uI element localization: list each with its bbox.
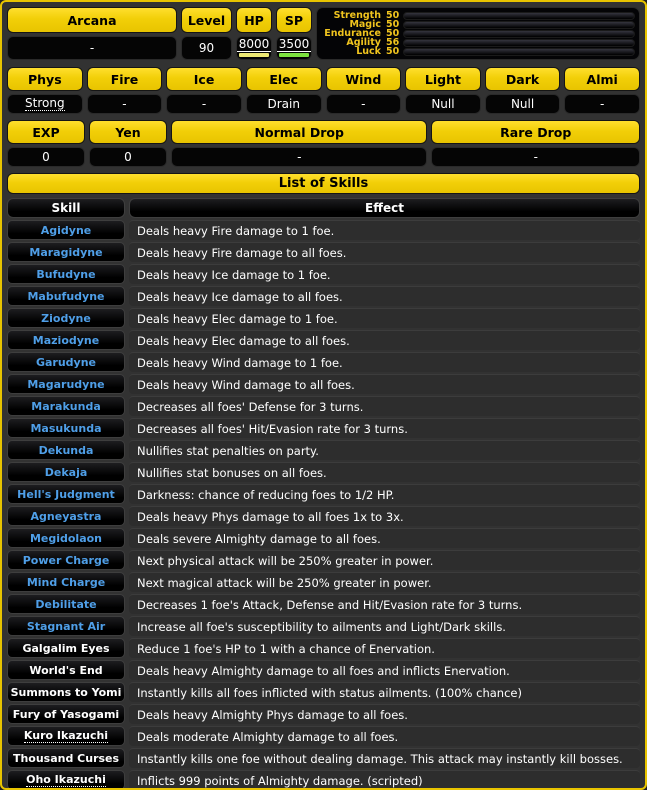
resistance-header: Ice [166, 67, 242, 91]
skill-effect: Deals heavy Ice damage to 1 foe. [129, 264, 640, 284]
skills-section-title: List of Skills [7, 173, 640, 194]
skill-effect: Deals heavy Almighty Phys damage to all foes. [129, 704, 640, 724]
skill-name-cell [7, 506, 125, 526]
skill-name-cell [7, 308, 125, 328]
identity-section [7, 7, 640, 60]
skill-row [7, 638, 640, 658]
skill-name[interactable]: Ziodyne [41, 311, 91, 325]
skill-name[interactable]: Magarudyne [27, 377, 105, 391]
resistance-column [246, 67, 322, 114]
resistance-value: - [122, 97, 127, 111]
skill-effect: Deals heavy Phys damage to all foes 1x to 3x. [129, 506, 640, 526]
stat-value: 56 [386, 37, 400, 48]
skill-table [7, 198, 640, 790]
yen-header: Yen [89, 120, 167, 144]
effect-column-header: Effect [129, 198, 640, 218]
stat-value: 50 [386, 19, 400, 30]
skill-row [7, 660, 640, 680]
skill-name-cell [7, 616, 125, 636]
resistance-header: Dark [485, 67, 561, 91]
skill-name[interactable]: Marakunda [31, 399, 101, 413]
stat-label: Magic [349, 19, 381, 30]
skill-table-header [7, 198, 640, 218]
resistance-column [166, 67, 242, 114]
skill-column-header: Skill [7, 198, 125, 218]
skill-name: Summons to Yomi [10, 685, 122, 699]
resistance-value: - [600, 97, 605, 111]
skill-name-cell [7, 704, 125, 724]
skill-name-cell [7, 572, 125, 592]
skill-name[interactable]: Masukunda [30, 421, 102, 435]
skill-row [7, 396, 640, 416]
skill-row [7, 286, 640, 306]
skill-name[interactable]: Bufudyne [36, 267, 96, 281]
normal-drop-column [171, 120, 427, 167]
skill-effect: Deals moderate Almighty damage to all foes. [129, 726, 640, 746]
skill-name: Thousand Curses [12, 751, 120, 765]
skill-name-cell [7, 418, 125, 438]
skill-name-cell [7, 770, 125, 790]
resistance-value[interactable]: Strong [25, 96, 65, 110]
yen-value: 0 [89, 147, 167, 167]
skill-name-cell [7, 264, 125, 284]
stat-label: Endurance [324, 28, 381, 39]
skill-name-cell [7, 352, 125, 372]
resistance-value: Null [431, 97, 455, 111]
sp-header: SP [276, 7, 312, 33]
skill-name[interactable]: Agneyastra [30, 509, 102, 523]
sp-bar [279, 53, 309, 57]
resistance-value-cell [166, 94, 242, 114]
hp-value[interactable]: 8000 [238, 37, 270, 51]
skill-effect: Increase all foe's susceptibility to ailments and Light/Dark skills. [129, 616, 640, 636]
skill-effect: Deals heavy Ice damage to all foes. [129, 286, 640, 306]
stat-bar-track [403, 39, 635, 47]
skill-row [7, 330, 640, 350]
skill-name-cell [7, 374, 125, 394]
resistance-column [405, 67, 481, 114]
skill-name-cell [7, 528, 125, 548]
skill-effect: Inflicts 999 points of Almighty damage. (scripted) [129, 770, 640, 790]
stat-value: 50 [386, 10, 400, 21]
skill-row [7, 374, 640, 394]
resistance-value-cell [485, 94, 561, 114]
resistance-value-cell [87, 94, 163, 114]
skill-row [7, 462, 640, 482]
resistance-value-cell [246, 94, 322, 114]
stat-row [319, 47, 635, 56]
skill-effect: Decreases all foes' Hit/Evasion rate for 3 turns. [129, 418, 640, 438]
skill-name[interactable]: Dekaja [44, 465, 88, 479]
skill-name-cell [7, 462, 125, 482]
skill-name[interactable]: Hell's Judgment [17, 487, 115, 501]
rare-drop-header: Rare Drop [431, 120, 640, 144]
sp-cell [276, 36, 312, 60]
skill-effect: Decreases all foes' Defense for 3 turns. [129, 396, 640, 416]
normal-drop-header: Normal Drop [171, 120, 427, 144]
resistance-column [7, 67, 83, 114]
resistance-column [87, 67, 163, 114]
skill-effect: Deals heavy Wind damage to 1 foe. [129, 352, 640, 372]
skill-row [7, 616, 640, 636]
stat-bar-track [403, 12, 635, 20]
skill-name-cell [7, 748, 125, 768]
skill-name[interactable]: Dekunda [38, 443, 94, 457]
skill-effect: Nullifies stat bonuses on all foes. [129, 462, 640, 482]
resistance-value-cell [564, 94, 640, 114]
skill-name[interactable]: Megidolaon [29, 531, 103, 545]
exp-header: EXP [7, 120, 85, 144]
skill-name[interactable]: Oho Ikazuchi [26, 773, 106, 786]
skill-name[interactable]: Mabufudyne [27, 289, 105, 303]
skill-row [7, 682, 640, 702]
skill-row [7, 748, 640, 768]
skill-effect: Darkness: chance of reducing foes to 1/2 HP. [129, 484, 640, 504]
skill-row [7, 484, 640, 504]
resistance-header: Wind [326, 67, 402, 91]
resistance-value: Null [510, 97, 535, 111]
skill-row [7, 770, 640, 790]
skill-name[interactable]: Maragidyne [29, 245, 103, 259]
skill-effect: Nullifies stat penalties on party. [129, 440, 640, 460]
skill-row [7, 594, 640, 614]
skill-name[interactable]: Stagnant Air [26, 619, 106, 633]
resistance-value-cell [7, 94, 83, 114]
skill-effect: Deals heavy Elec damage to 1 foe. [129, 308, 640, 328]
skill-name-cell [7, 638, 125, 658]
resistance-header: Elec [246, 67, 322, 91]
skill-effect: Deals heavy Wind damage to all foes. [129, 374, 640, 394]
skill-effect: Deals heavy Fire damage to all foes. [129, 242, 640, 262]
skill-effect: Deals heavy Fire damage to 1 foe. [129, 220, 640, 240]
stats-panel [316, 7, 640, 60]
level-header: Level [181, 7, 232, 33]
skill-name[interactable]: Power Charge [22, 553, 110, 567]
resistance-table [7, 67, 640, 114]
resistance-column [564, 67, 640, 114]
skill-name-cell [7, 330, 125, 350]
stat-label: Luck [356, 46, 381, 57]
skill-row [7, 550, 640, 570]
skill-name[interactable]: Maziodyne [32, 333, 100, 347]
skill-name-cell [7, 660, 125, 680]
skill-row [7, 726, 640, 746]
rewards-section [7, 120, 640, 167]
stat-bar-track [403, 30, 635, 38]
resistance-header: Phys [7, 67, 83, 91]
hp-header: HP [236, 7, 272, 33]
skill-row [7, 418, 640, 438]
skill-name-cell [7, 594, 125, 614]
yen-column [89, 120, 167, 167]
skill-row [7, 572, 640, 592]
stat-label: Strength [333, 10, 381, 21]
skill-name-cell [7, 726, 125, 746]
exp-value: 0 [7, 147, 85, 167]
skill-row [7, 220, 640, 240]
skill-row [7, 704, 640, 724]
hp-bar [239, 53, 269, 57]
stat-label: Agility [346, 37, 381, 48]
resistance-header: Fire [87, 67, 163, 91]
hp-cell [236, 36, 272, 60]
skill-name[interactable]: Garudyne [35, 355, 97, 369]
resistance-value: - [361, 97, 366, 111]
skill-name-cell [7, 220, 125, 240]
skill-name[interactable]: Kuro Ikazuchi [23, 729, 109, 742]
skill-name[interactable]: Agidyne [40, 223, 92, 237]
stat-value: 50 [386, 46, 400, 57]
skill-rows [7, 220, 640, 790]
stat-value: 50 [386, 28, 400, 39]
skill-effect: Next magical attack will be 250% greater in power. [129, 572, 640, 592]
skill-effect: Reduce 1 foe's HP to 1 with a chance of Enervation. [129, 638, 640, 658]
skill-name-cell [7, 550, 125, 570]
resistance-column [326, 67, 402, 114]
stat-bar-track [403, 21, 635, 29]
rare-drop-column [431, 120, 640, 167]
resistance-header: Almi [564, 67, 640, 91]
skill-effect: Next physical attack will be 250% greater in power. [129, 550, 640, 570]
skill-effect: Deals heavy Almighty damage to all foes and inflicts Enervation. [129, 660, 640, 680]
skill-effect: Deals severe Almighty damage to all foes. [129, 528, 640, 548]
skill-effect: Deals heavy Elec damage to all foes. [129, 330, 640, 350]
resistance-header: Light [405, 67, 481, 91]
skill-row [7, 308, 640, 328]
monster-name-header: Arcana [7, 7, 177, 33]
normal-drop-value: - [171, 147, 427, 167]
skill-row [7, 352, 640, 372]
skill-name-cell [7, 682, 125, 702]
skill-name[interactable]: Mind Charge [26, 575, 106, 589]
sp-value[interactable]: 3500 [278, 37, 310, 51]
skill-name-cell [7, 242, 125, 262]
level-value: 90 [181, 36, 232, 60]
skill-name-cell [7, 440, 125, 460]
resistance-value-cell [405, 94, 481, 114]
exp-column [7, 120, 85, 167]
monster-name-value: - [7, 36, 177, 60]
rare-drop-value: - [431, 147, 640, 167]
skill-effect: Instantly kills one foe without dealing damage. This attack may instantly kill bosses. [129, 748, 640, 768]
skill-row [7, 506, 640, 526]
skill-name: Galgalim Eyes [22, 641, 110, 655]
resistance-value: - [201, 97, 207, 111]
skill-name-cell [7, 396, 125, 416]
stat-bar-track [403, 48, 635, 56]
skill-row [7, 264, 640, 284]
skill-name: World's End [29, 663, 103, 677]
skill-row [7, 528, 640, 548]
skill-name[interactable]: Debilitate [35, 597, 97, 611]
skill-name: Fury of Yasogami [12, 707, 120, 721]
resistance-value-cell [326, 94, 402, 114]
skill-name-cell [7, 286, 125, 306]
skill-name-cell [7, 484, 125, 504]
skill-effect: Decreases 1 foe's Attack, Defense and Hit/Evasion rate for 3 turns. [129, 594, 640, 614]
skill-effect: Instantly kills all foes inflicted with status ailments. (100% chance) [129, 682, 640, 702]
resistance-value: Drain [267, 97, 300, 111]
resistance-column [485, 67, 561, 114]
skill-row [7, 440, 640, 460]
skill-row [7, 242, 640, 262]
